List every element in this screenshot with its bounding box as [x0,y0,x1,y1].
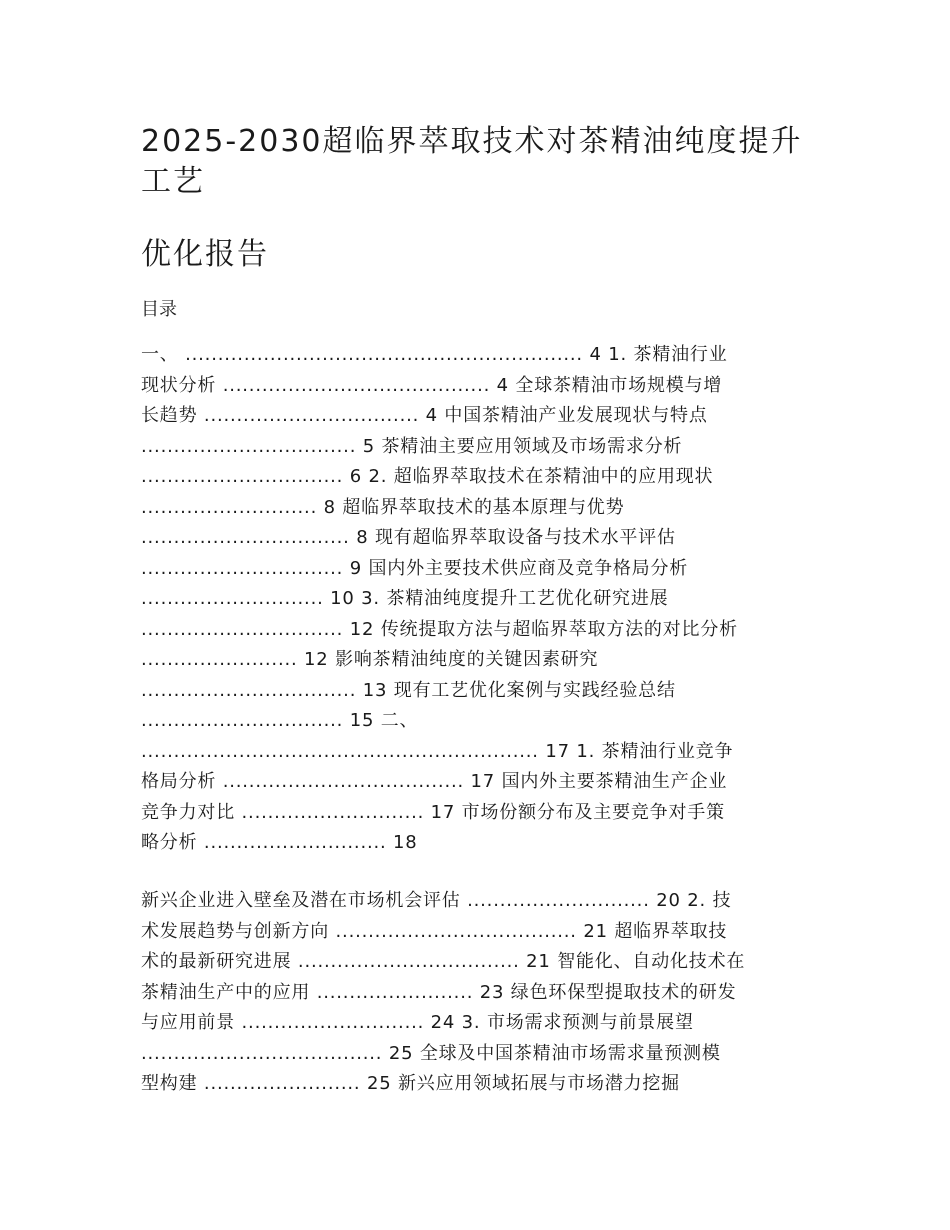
toc-paragraph-2 [141,886,813,1100]
toc-line: 一、 ............................................................. 4 1. 茶精油行业 [141,344,728,365]
toc-line: ................................. 13 现有工艺优化案例与实践经验总结 [141,679,676,701]
toc-line: ............................................................. 17 1. 茶精油行业竞争 [141,740,734,762]
toc-line: 长趋势 ................................. 4 中国茶精油产业发展现状与特点 [141,405,708,426]
report-title-line-1: 2025-2030超临界萃取技术对茶精油纯度提升 [141,124,803,159]
toc-line: ............................... 9 国内外主要技术供应商及竞争格局分析 [141,557,689,579]
toc-line: ............................... 15 二、 [141,710,419,731]
toc-line: ........................ 12 影响茶精油纯度的关键因素研究 [141,649,599,670]
toc-line: 新兴企业进入壁垒及潜在市场机会评估 ............................ 20 2. 技 [141,890,732,911]
toc-line: 型构建 ........................ 25 新兴应用领域拓展与市场潜力挖掘 [141,1073,680,1094]
toc-line: ............................... 12 传统提取方法与超临界萃取方法的对比分析 [141,618,738,640]
toc-line: ............................... 6 2. 超临界萃取技术在茶精油中的应用现状 [141,466,714,487]
toc-line: 格局分析 ..................................... 17 国内外主要茶精油生产企业 [141,771,728,792]
toc-line: ..................................... 25 全球及中国茶精油市场需求量预测模 [141,1042,721,1064]
toc-heading: 目录 [141,299,177,320]
toc-line: 略分析 ............................ 18 [141,832,418,853]
toc-line: ............................ 10 3. 茶精油纯度提升工艺优化研究进展 [141,588,669,609]
toc-line: ................................ 8 现有超临界萃取设备与技术水平评估 [141,527,676,548]
toc-line: 术发展趋势与创新方向 ..................................... 21 超临界萃取技 [141,920,728,942]
toc-line: 茶精油生产中的应用 ........................ 23 绿色环保型提取技术的研发 [141,981,737,1003]
toc-line: ........................... 8 超临界萃取技术的基本原理与优势 [141,496,625,518]
report-title-line-2: 工艺 [141,164,205,199]
toc-line: 与应用前景 ............................ 24 3. 市场需求预测与前景展望 [141,1012,694,1033]
toc-paragraph-1 [141,340,813,859]
toc-line: ................................. 5 茶精油主要应用领域及市场需求分析 [141,435,683,457]
toc-line: 竞争力对比 ............................ 17 市场份额分布及主要竞争对手策 [141,801,725,823]
toc-line: 术的最新研究进展 .................................. 21 智能化、自动化技术在 [141,951,746,972]
report-title-line-3: 优化报告 [141,237,269,272]
toc-line: 现状分析 ......................................... 4 全球茶精油市场规模与增 [141,374,723,396]
